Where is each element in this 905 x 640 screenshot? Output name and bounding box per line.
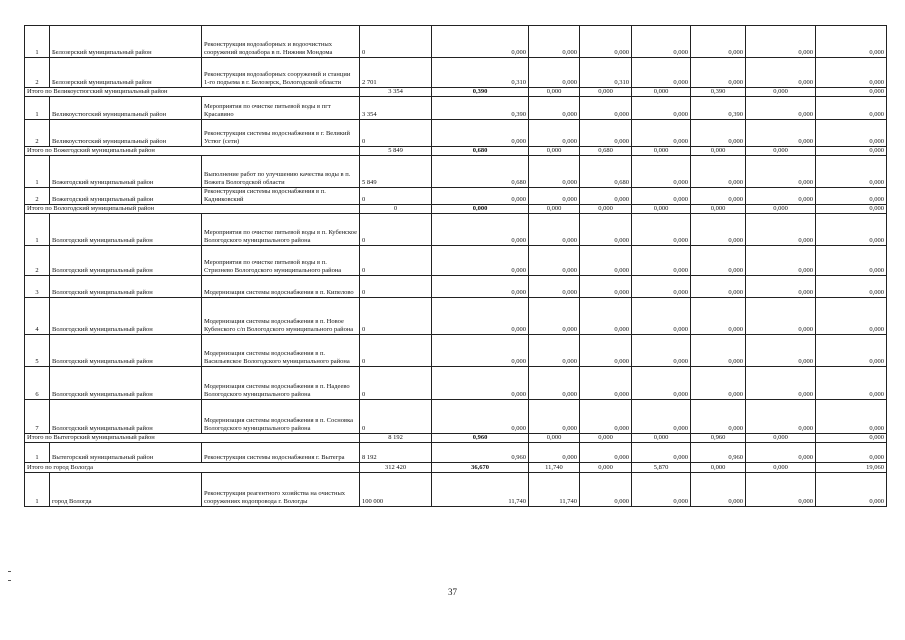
total-value: 0,000	[529, 205, 580, 214]
table-row	[25, 26, 887, 58]
value-cell: 0,000	[529, 156, 580, 188]
row-number: 1	[25, 97, 50, 120]
project-description: Модернизация системы водоснабжения в п. Кипелово	[202, 276, 360, 298]
district-name: Великоустюгский муниципальный район	[50, 120, 202, 147]
value-cell: 0,000	[816, 246, 887, 276]
value-cell: 0,000	[632, 400, 691, 434]
value-cell: 0,000	[691, 367, 746, 400]
project-description: Реконструкция системы водоснабжения в п. Кадниковский	[202, 188, 360, 205]
value-cell: 0,000	[632, 276, 691, 298]
value-cell: 0,000	[691, 473, 746, 507]
district-name: Вологодский муниципальный район	[50, 335, 202, 367]
value-cell: 0,000	[632, 367, 691, 400]
value-cell: 8 192	[360, 443, 432, 463]
value-cell: 0,000	[691, 276, 746, 298]
project-description: Реконструкция реагентного хозяйства на очистных сооружениях водопровода г. Вологды	[202, 473, 360, 507]
total-value: 19,060	[816, 463, 887, 473]
total-value: 0,000	[691, 205, 746, 214]
value-cell: 0,000	[529, 97, 580, 120]
table-row	[25, 335, 887, 367]
row-number: 1	[25, 156, 50, 188]
value-cell: 0,000	[816, 26, 887, 58]
row-number: 1	[25, 443, 50, 463]
row-number: 2	[25, 246, 50, 276]
value-cell: 0,000	[816, 298, 887, 335]
table-row	[25, 188, 887, 205]
table-row	[25, 400, 887, 434]
value-cell: 0,000	[529, 443, 580, 463]
total-row	[25, 205, 887, 214]
total-value: 0,000	[529, 88, 580, 97]
row-number: 2	[25, 188, 50, 205]
value-cell: 0,000	[632, 120, 691, 147]
value-cell: 0	[360, 298, 432, 335]
table-row	[25, 58, 887, 88]
value-cell: 0,000	[580, 335, 632, 367]
margin-mark	[8, 571, 11, 572]
district-name: Вологодский муниципальный район	[50, 298, 202, 335]
row-number: 7	[25, 400, 50, 434]
total-value: 3 354	[360, 88, 432, 97]
total-value: 0,000	[746, 463, 816, 473]
district-name: Вожегодский муниципальный район	[50, 156, 202, 188]
value-cell: 0,000	[580, 298, 632, 335]
value-cell: 0,000	[746, 97, 816, 120]
value-cell: 0,000	[432, 246, 529, 276]
value-cell: 0,000	[529, 367, 580, 400]
value-cell: 0,000	[529, 58, 580, 88]
value-cell: 0,000	[691, 335, 746, 367]
project-description: Мероприятия по очистке питьевой воды в пгт Красавино	[202, 97, 360, 120]
project-description: Мероприятия по очистке питьевой воды в п. Кубенское Вологодского муниципального района	[202, 214, 360, 246]
total-value: 0,680	[432, 147, 529, 156]
row-number: 1	[25, 214, 50, 246]
value-cell: 0,000	[632, 156, 691, 188]
value-cell: 0,000	[632, 214, 691, 246]
margin-mark	[8, 580, 11, 581]
value-cell: 0,680	[580, 156, 632, 188]
total-value: 0,000	[580, 434, 632, 443]
value-cell: 0	[360, 276, 432, 298]
total-row	[25, 147, 887, 156]
total-value: 0,960	[432, 434, 529, 443]
value-cell: 0,000	[691, 246, 746, 276]
total-value: 312 420	[360, 463, 432, 473]
value-cell: 0	[360, 367, 432, 400]
value-cell: 0,000	[816, 400, 887, 434]
district-name: город Вологда	[50, 473, 202, 507]
value-cell: 0,000	[691, 400, 746, 434]
value-cell: 0,000	[432, 214, 529, 246]
project-description: Модернизация системы водоснабжения в п. Сосновка Вологодского муниципального района	[202, 400, 360, 434]
value-cell: 0,000	[432, 276, 529, 298]
total-value: 0,000	[632, 434, 691, 443]
row-number: 2	[25, 58, 50, 88]
project-description: Реконструкция системы водоснабжения г. Вытегра	[202, 443, 360, 463]
value-cell: 0,000	[432, 335, 529, 367]
value-cell: 0,000	[746, 58, 816, 88]
value-cell: 0,000	[632, 246, 691, 276]
value-cell: 0,000	[632, 58, 691, 88]
district-name: Вытегорский муниципальный район	[50, 443, 202, 463]
value-cell: 0,310	[580, 58, 632, 88]
total-value: 0,000	[746, 434, 816, 443]
total-value: 0,960	[691, 434, 746, 443]
value-cell: 0,000	[580, 246, 632, 276]
value-cell: 0,000	[580, 188, 632, 205]
value-cell: 0,000	[691, 58, 746, 88]
value-cell: 0	[360, 400, 432, 434]
value-cell: 11,740	[529, 473, 580, 507]
total-value: 0,390	[691, 88, 746, 97]
value-cell: 0,960	[691, 443, 746, 463]
table-row	[25, 156, 887, 188]
value-cell: 0,310	[432, 58, 529, 88]
project-description: Модернизация системы водоснабжения в п. Новое Кубенского с/п Вологодского муниципального района	[202, 298, 360, 335]
total-value: 0	[360, 205, 432, 214]
district-name: Вологодский муниципальный район	[50, 276, 202, 298]
total-value: 0,000	[580, 205, 632, 214]
value-cell: 0,000	[580, 214, 632, 246]
value-cell: 0,000	[746, 156, 816, 188]
district-name: Великоустюгский муниципальный район	[50, 97, 202, 120]
total-value: 0,390	[432, 88, 529, 97]
value-cell: 0,000	[746, 214, 816, 246]
total-value: 0,000	[432, 205, 529, 214]
value-cell: 0,000	[529, 188, 580, 205]
value-cell: 0,000	[580, 276, 632, 298]
table-row	[25, 367, 887, 400]
total-label: Итого по город Вологда	[25, 463, 360, 473]
value-cell: 0,000	[816, 367, 887, 400]
value-cell: 0,000	[691, 188, 746, 205]
total-row	[25, 463, 887, 473]
value-cell: 0,000	[432, 298, 529, 335]
district-name: Вологодский муниципальный район	[50, 214, 202, 246]
value-cell: 0,000	[632, 188, 691, 205]
value-cell: 0,000	[816, 156, 887, 188]
total-value: 0,000	[580, 463, 632, 473]
total-label: Итого по Вологодский муниципальный район	[25, 205, 360, 214]
table-row	[25, 443, 887, 463]
value-cell: 0,000	[816, 443, 887, 463]
project-description: Мероприятия по очистке питьевой воды в п. Стризнево Вологодского муниципального района	[202, 246, 360, 276]
value-cell: 0,000	[580, 400, 632, 434]
district-name: Вологодский муниципальный район	[50, 246, 202, 276]
value-cell: 0,000	[746, 473, 816, 507]
row-number: 6	[25, 367, 50, 400]
total-value: 0,000	[816, 434, 887, 443]
value-cell: 0,000	[432, 26, 529, 58]
value-cell: 0,000	[691, 156, 746, 188]
value-cell: 0,390	[691, 97, 746, 120]
value-cell: 0,000	[632, 443, 691, 463]
total-row	[25, 434, 887, 443]
total-value: 0,000	[816, 205, 887, 214]
table-row	[25, 246, 887, 276]
district-name: Белозерский муниципальный район	[50, 58, 202, 88]
district-name: Вожегодский муниципальный район	[50, 188, 202, 205]
value-cell: 0,000	[580, 120, 632, 147]
value-cell: 0,000	[746, 335, 816, 367]
value-cell: 0,000	[816, 335, 887, 367]
total-label: Итого по Великоустюгский муниципальный район	[25, 88, 360, 97]
value-cell: 0,000	[529, 335, 580, 367]
total-value: 0,000	[746, 205, 816, 214]
district-name: Вологодский муниципальный район	[50, 367, 202, 400]
value-cell: 0,000	[580, 367, 632, 400]
project-description: Реконструкция системы водоснабжения в г. Великий Устюг (сети)	[202, 120, 360, 147]
value-cell: 0,000	[580, 97, 632, 120]
value-cell: 0	[360, 120, 432, 147]
total-value: 5 849	[360, 147, 432, 156]
total-value: 0,000	[529, 434, 580, 443]
value-cell: 0,000	[746, 298, 816, 335]
total-value: 0,000	[580, 88, 632, 97]
total-label: Итого по Вытегорский муниципальный район	[25, 434, 360, 443]
total-value: 0,680	[580, 147, 632, 156]
value-cell: 0,000	[632, 298, 691, 335]
value-cell: 0,000	[816, 120, 887, 147]
value-cell: 0,000	[632, 335, 691, 367]
value-cell: 0,000	[816, 188, 887, 205]
value-cell: 0,000	[632, 26, 691, 58]
total-label: Итого по Вожегодский муниципальный район	[25, 147, 360, 156]
value-cell: 0,000	[816, 473, 887, 507]
value-cell: 0	[360, 26, 432, 58]
value-cell: 0,000	[746, 246, 816, 276]
value-cell: 0,000	[746, 367, 816, 400]
value-cell: 0,390	[432, 97, 529, 120]
district-name: Белозерский муниципальный район	[50, 26, 202, 58]
total-value: 0,000	[632, 147, 691, 156]
value-cell: 3 354	[360, 97, 432, 120]
table-row	[25, 97, 887, 120]
value-cell: 0	[360, 246, 432, 276]
value-cell: 0,000	[580, 473, 632, 507]
value-cell: 100 000	[360, 473, 432, 507]
value-cell: 0	[360, 335, 432, 367]
value-cell: 0,000	[632, 473, 691, 507]
district-name: Вологодский муниципальный район	[50, 400, 202, 434]
value-cell: 11,740	[432, 473, 529, 507]
value-cell: 0,000	[529, 26, 580, 58]
table-row	[25, 473, 887, 507]
value-cell: 0,960	[432, 443, 529, 463]
project-description: Реконструкция водозаборных и водоочистных сооружений водозабора в п. Нижняя Мондома	[202, 26, 360, 58]
value-cell: 0,000	[529, 214, 580, 246]
value-cell: 0	[360, 188, 432, 205]
value-cell: 0,000	[816, 214, 887, 246]
row-number: 1	[25, 473, 50, 507]
total-value: 11,740	[529, 463, 580, 473]
project-description: Модернизация системы водоснабжения в п. Васильевское Вологодского муниципального района	[202, 335, 360, 367]
value-cell: 0,000	[816, 276, 887, 298]
total-value: 8 192	[360, 434, 432, 443]
value-cell: 0,000	[432, 400, 529, 434]
value-cell: 0,000	[691, 26, 746, 58]
total-value: 0,000	[691, 463, 746, 473]
value-cell: 0,680	[432, 156, 529, 188]
value-cell: 0,000	[746, 400, 816, 434]
total-value: 0,000	[816, 147, 887, 156]
value-cell: 2 701	[360, 58, 432, 88]
value-cell: 0,000	[691, 298, 746, 335]
value-cell: 5 849	[360, 156, 432, 188]
total-value: 0,000	[632, 205, 691, 214]
total-value: 0,000	[632, 88, 691, 97]
value-cell: 0,000	[432, 120, 529, 147]
project-description: Модернизация системы водоснабжения в п. Надеево Вологодского муниципального района	[202, 367, 360, 400]
project-description: Реконструкция водозаборных сооружений и станции 1-го подъема в г. Белозерск, Вологодской области	[202, 58, 360, 88]
row-number: 1	[25, 26, 50, 58]
value-cell: 0,000	[580, 26, 632, 58]
value-cell: 0,000	[746, 26, 816, 58]
value-cell: 0,000	[432, 367, 529, 400]
value-cell: 0,000	[691, 120, 746, 147]
value-cell: 0,000	[529, 400, 580, 434]
value-cell: 0,000	[691, 214, 746, 246]
value-cell: 0,000	[432, 188, 529, 205]
total-row	[25, 88, 887, 97]
row-number: 2	[25, 120, 50, 147]
total-value: 0,000	[746, 88, 816, 97]
total-value: 5,870	[632, 463, 691, 473]
value-cell: 0,000	[529, 246, 580, 276]
table-row	[25, 298, 887, 335]
value-cell: 0	[360, 214, 432, 246]
value-cell: 0,000	[746, 120, 816, 147]
data-table	[24, 25, 887, 507]
row-number: 3	[25, 276, 50, 298]
value-cell: 0,000	[529, 298, 580, 335]
row-number: 5	[25, 335, 50, 367]
value-cell: 0,000	[746, 188, 816, 205]
row-number: 4	[25, 298, 50, 335]
value-cell: 0,000	[580, 443, 632, 463]
value-cell: 0,000	[746, 443, 816, 463]
value-cell: 0,000	[816, 58, 887, 88]
total-value: 0,000	[816, 88, 887, 97]
value-cell: 0,000	[529, 120, 580, 147]
table-row	[25, 120, 887, 147]
page-number: 37	[448, 587, 457, 597]
table-row	[25, 214, 887, 246]
project-description: Выполнение работ по улучшению качества воды в п. Вожега Вологодской области	[202, 156, 360, 188]
value-cell: 0,000	[529, 276, 580, 298]
value-cell: 0,000	[632, 97, 691, 120]
total-value: 36,670	[432, 463, 529, 473]
value-cell: 0,000	[816, 97, 887, 120]
total-value: 0,000	[529, 147, 580, 156]
total-value: 0,000	[691, 147, 746, 156]
value-cell: 0,000	[746, 276, 816, 298]
total-value: 0,000	[746, 147, 816, 156]
table-row	[25, 276, 887, 298]
